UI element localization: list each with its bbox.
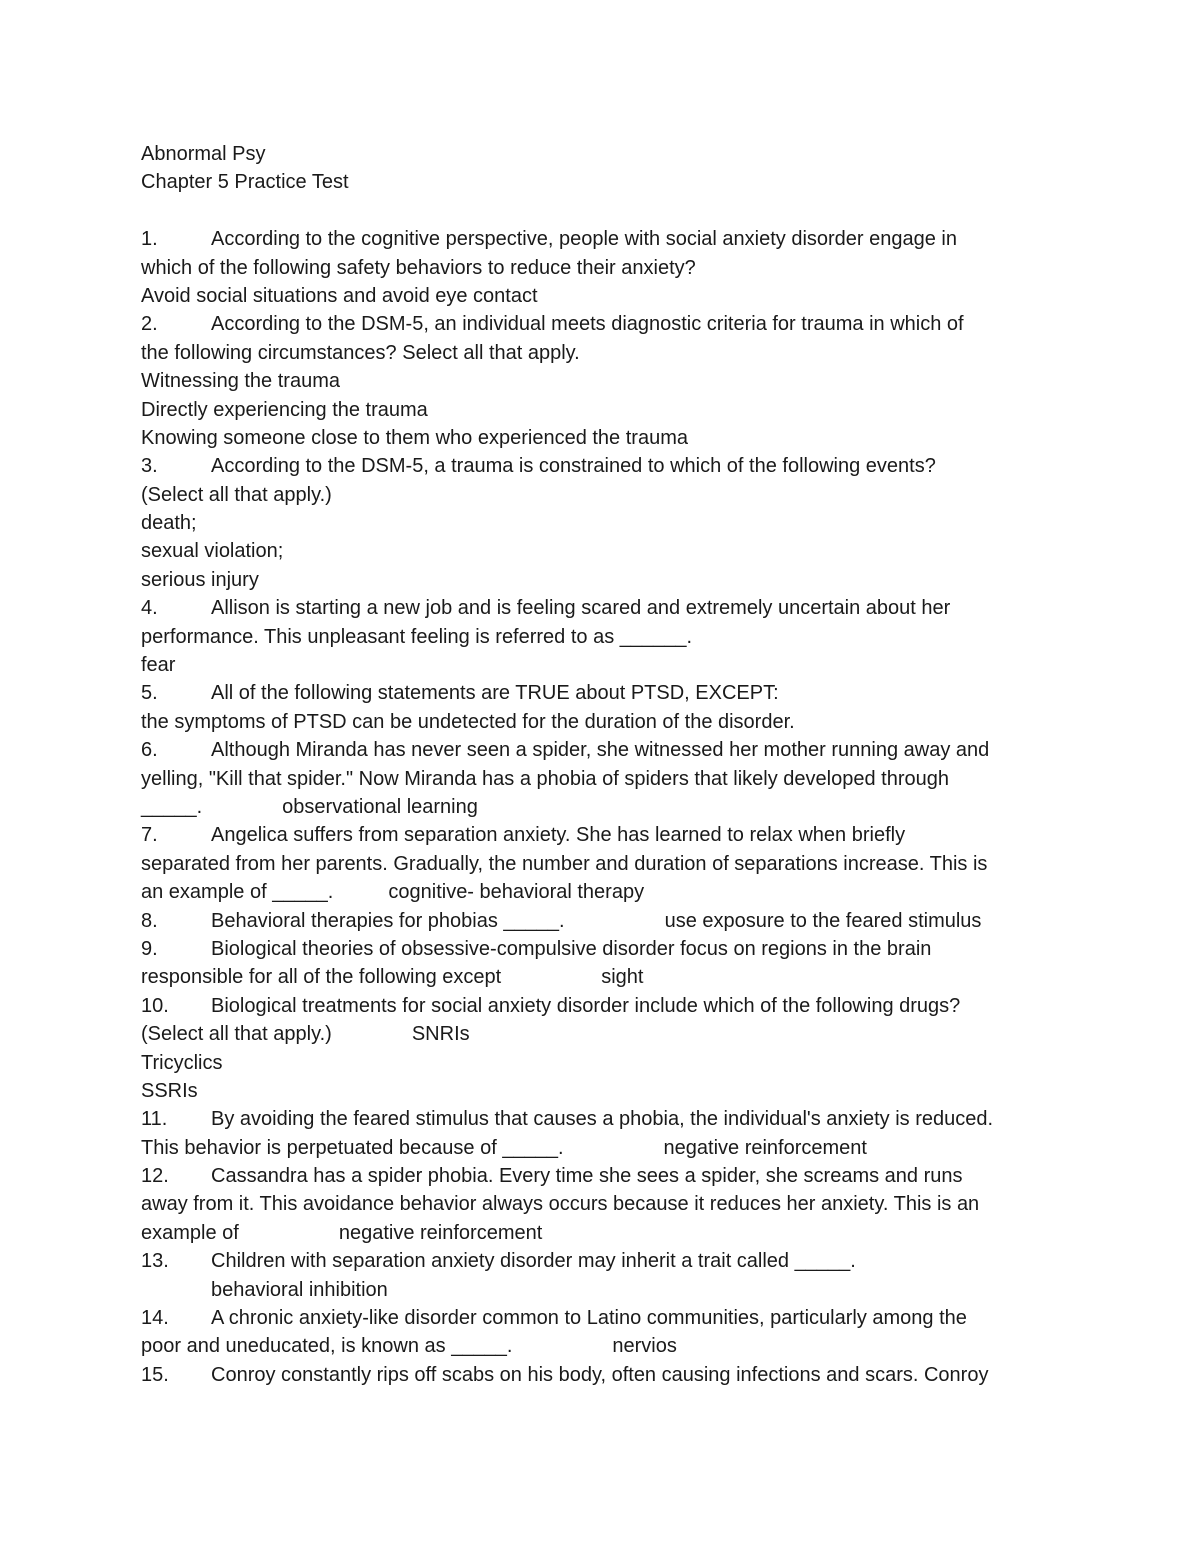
answer-13: behavioral inhibition [211,1278,388,1301]
answer-11: negative reinforcement [663,1136,867,1159]
question-number: 6. [141,739,158,762]
question-7-line-1: 7. Angelica suffers from separation anxiety. She has learned to relax when briefly [141,821,1071,849]
question-4-line-2: performance. This unpleasant feeling is referred to as ______. [141,625,693,648]
document-subtitle: Chapter 5 Practice Test [141,171,349,194]
question-7-line-2: separated from her parents. Gradually, the number and duration of separations increase. This is [141,852,988,875]
question-number: 2. [141,313,158,336]
question-9-line-1: 9. Biological theories of obsessive-compulsive disorder focus on regions in the brain [141,935,1071,963]
question-11-line-2: This behavior is perpetuated because of _____. negative reinforcement [141,1136,867,1159]
question-8-line-1: 8. Behavioral therapies for phobias _____. use exposure to the feared stimulus [141,907,1071,935]
question-number: 7. [141,824,158,847]
question-10-line-2: (Select all that apply.) SNRIs [141,1023,470,1046]
answer-12: negative reinforcement [338,1221,543,1244]
answer-8: use exposure to the feared stimulus [664,909,982,932]
question-14-line-1: 14. A chronic anxiety-like disorder common to Latino communities, particularly among the [141,1304,1071,1332]
question-number: 9. [141,937,158,960]
question-12-line-1: 12. Cassandra has a spider phobia. Every time she sees a spider, she screams and runs [141,1162,1071,1190]
question-15-line-1: 15. Conroy constantly rips off scabs on his body, often causing infections and scars. Conroy [141,1361,1071,1389]
question-number: 13. [141,1250,169,1273]
question-11-line-1: 11. By avoiding the feared stimulus that causes a phobia, the individual's anxiety is reduced. [141,1105,1071,1133]
question-number: 4. [141,597,158,620]
answer-7: cognitive- behavioral therapy [388,881,645,904]
question-1-line-1: 1. According to the cognitive perspective, people with social anxiety disorder engage in [141,225,1071,253]
question-6-line-2: yelling, "Kill that spider." Now Miranda has a phobia of spiders that likely developed through [141,767,949,790]
answer-9: sight [601,966,644,989]
question-number: 12. [141,1165,169,1188]
question-2-line-2: the following circumstances? Select all that apply. [141,341,580,364]
answer-10b: Tricyclics [141,1051,223,1074]
question-number: 15. [141,1363,169,1386]
spacer [141,197,1071,225]
document-page [141,140,1071,1389]
question-4-line-1: 4. Allison is starting a new job and is feeling scared and extremely uncertain about her [141,594,1071,622]
answer-5: the symptoms of PTSD can be undetected for the duration of the disorder. [141,710,795,733]
answer-2a: Witnessing the trauma [141,370,340,393]
question-6-line-3: _____. observational learning [141,795,478,818]
question-7-line-3: an example of _____. cognitive- behavioral therapy [141,881,645,904]
question-number: 11. [141,1108,168,1131]
question-number: 14. [141,1307,169,1330]
question-1-line-2: which of the following safety behaviors to reduce their anxiety? [141,256,696,279]
question-number: 8. [141,909,158,932]
question-3-line-1: 3. According to the DSM-5, a trauma is constrained to which of the following events? [141,452,1071,480]
answer-3a: death; [141,512,197,535]
question-3-line-2: (Select all that apply.) [141,483,332,506]
answer-14: nervios [612,1335,677,1358]
answer-2b: Directly experiencing the trauma [141,398,428,421]
question-number: 10. [141,994,169,1017]
answer-10c: SSRIs [141,1079,198,1102]
question-number: 1. [141,228,158,251]
question-6-line-1: 6. Although Miranda has never seen a spider, she witnessed her mother running away and [141,736,1071,764]
answer-10a: SNRIs [411,1023,470,1046]
question-13-line-1: 13. Children with separation anxiety disorder may inherit a trait called _____. [141,1247,1071,1275]
document-title: Abnormal Psy [141,143,266,165]
answer-4: fear [141,654,176,677]
question-number: 5. [141,682,158,705]
question-9-line-2: responsible for all of the following except sight [141,966,644,989]
answer-6: observational learning [282,795,478,818]
question-14-line-2: poor and uneducated, is known as _____. nervios [141,1335,677,1358]
question-12-line-2: away from it. This avoidance behavior always occurs because it reduces her anxiety. This is an [141,1193,980,1216]
question-12-line-3: example of negative reinforcement [141,1221,543,1244]
question-number: 3. [141,455,158,478]
answer-1: Avoid social situations and avoid eye contact [141,284,538,307]
question-2-line-1: 2. According to the DSM-5, an individual meets diagnostic criteria for trauma in which of [141,310,1071,338]
question-10-line-1: 10. Biological treatments for social anxiety disorder include which of the following drugs? [141,992,1071,1020]
answer-3b: sexual violation; [141,540,284,563]
question-13-answer-line [141,1276,1071,1304]
answer-2c: Knowing someone close to them who experienced the trauma [141,426,688,449]
answer-3c: serious injury [141,568,259,591]
question-5-line-1: 5. All of the following statements are TRUE about PTSD, EXCEPT: [141,679,1071,707]
